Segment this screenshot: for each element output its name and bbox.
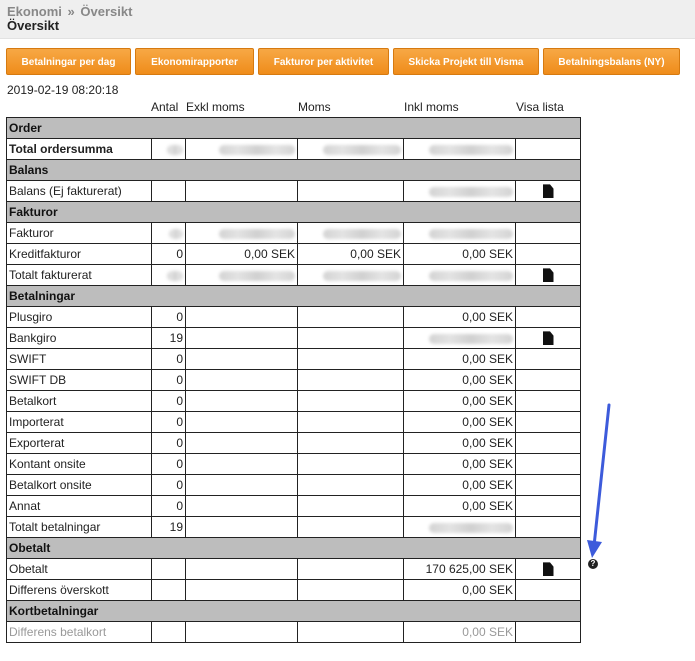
redacted-value — [219, 271, 295, 281]
table-row — [7, 622, 581, 643]
exkl-cell — [186, 475, 298, 496]
table-row — [7, 265, 581, 286]
document-icon[interactable] — [543, 331, 554, 345]
table-row — [7, 559, 581, 580]
inkl-cell: 0,00 SEK — [404, 433, 516, 454]
redacted-value — [429, 229, 513, 239]
section-row — [7, 160, 581, 181]
antal-cell — [152, 580, 186, 601]
redacted-value — [429, 271, 513, 281]
moms-cell — [298, 223, 404, 244]
section-balans: Balans — [7, 160, 581, 181]
exkl-cell — [186, 454, 298, 475]
inkl-cell: 0,00 SEK — [404, 370, 516, 391]
antal-cell: 0 — [152, 454, 186, 475]
table-row — [7, 496, 581, 517]
section-fakturor: Fakturor — [7, 202, 581, 223]
antal-cell — [152, 559, 186, 580]
row-label: Kreditfakturor — [7, 244, 152, 265]
visa-cell — [516, 517, 581, 538]
visa-cell — [516, 349, 581, 370]
row-label: Plusgiro — [7, 307, 152, 328]
section-row — [7, 118, 581, 139]
visa-cell — [516, 412, 581, 433]
exkl-cell — [186, 265, 298, 286]
visa-cell — [516, 328, 581, 349]
inkl-cell: 0,00 SEK — [404, 412, 516, 433]
overview-table — [6, 117, 581, 643]
redacted-value — [429, 523, 513, 533]
section-row — [7, 286, 581, 307]
moms-cell — [298, 517, 404, 538]
col-visa-lista: Visa lista — [516, 100, 564, 114]
inkl-cell: 0,00 SEK — [404, 349, 516, 370]
row-label: Exporterat — [7, 433, 152, 454]
breadcrumb-link-ekonomi[interactable]: Ekonomi — [7, 4, 62, 19]
antal-cell: 19 — [152, 328, 186, 349]
exkl-cell: 0,00 SEK — [186, 244, 298, 265]
row-label: Fakturor — [7, 223, 152, 244]
section-row — [7, 202, 581, 223]
row-label: Totalt fakturerat — [7, 265, 152, 286]
header — [0, 0, 695, 39]
question-icon[interactable]: ? — [588, 559, 598, 569]
visa-cell — [516, 181, 581, 202]
visa-cell — [516, 496, 581, 517]
document-icon[interactable] — [543, 562, 554, 576]
moms-cell — [298, 370, 404, 391]
inkl-cell: 0,00 SEK — [404, 454, 516, 475]
antal-cell: 0 — [152, 391, 186, 412]
table-row — [7, 349, 581, 370]
breadcrumb-current: Översikt — [80, 4, 133, 19]
section-row — [7, 538, 581, 559]
moms-cell — [298, 412, 404, 433]
moms-cell — [298, 139, 404, 160]
betalningar-per-dag-button[interactable]: Betalningar per dag — [6, 48, 131, 75]
redacted-value — [169, 229, 183, 239]
inkl-cell: 170 625,00 SEK — [404, 559, 516, 580]
breadcrumb — [7, 4, 132, 19]
redacted-value — [323, 271, 401, 281]
moms-cell — [298, 265, 404, 286]
row-label: Betalkort — [7, 391, 152, 412]
antal-cell — [152, 181, 186, 202]
table-row — [7, 580, 581, 601]
visa-cell — [516, 391, 581, 412]
redacted-value — [323, 145, 401, 155]
row-label: Obetalt — [7, 559, 152, 580]
section-row — [7, 601, 581, 622]
visa-cell — [516, 622, 581, 643]
redacted-value — [167, 145, 183, 155]
visa-cell — [516, 475, 581, 496]
antal-cell: 19 — [152, 517, 186, 538]
annotation-arrow — [585, 402, 615, 562]
visa-cell — [516, 307, 581, 328]
row-label: Totalt betalningar — [7, 517, 152, 538]
antal-cell — [152, 265, 186, 286]
inkl-cell: 0,00 SEK — [404, 622, 516, 643]
section-kortbetalningar: Kortbetalningar — [7, 601, 581, 622]
col-inkl-moms: Inkl moms — [404, 100, 459, 114]
inkl-cell — [404, 328, 516, 349]
redacted-value — [429, 187, 513, 197]
antal-cell: 0 — [152, 370, 186, 391]
exkl-cell — [186, 370, 298, 391]
antal-cell — [152, 622, 186, 643]
inkl-cell — [404, 139, 516, 160]
section-order: Order — [7, 118, 581, 139]
document-icon[interactable] — [543, 184, 554, 198]
skicka-projekt-visma-button[interactable]: Skicka Projekt till Visma — [393, 48, 539, 75]
moms-cell — [298, 181, 404, 202]
moms-cell — [298, 433, 404, 454]
betalningsbalans-button[interactable]: Betalningsbalans (NY) — [543, 48, 680, 75]
document-icon[interactable] — [543, 268, 554, 282]
table-row — [7, 391, 581, 412]
moms-cell — [298, 454, 404, 475]
exkl-cell — [186, 139, 298, 160]
moms-cell — [298, 307, 404, 328]
moms-cell — [298, 580, 404, 601]
exkl-cell — [186, 328, 298, 349]
antal-cell: 0 — [152, 244, 186, 265]
exkl-cell — [186, 223, 298, 244]
visa-cell — [516, 244, 581, 265]
moms-cell — [298, 391, 404, 412]
exkl-cell — [186, 517, 298, 538]
moms-cell: 0,00 SEK — [298, 244, 404, 265]
moms-cell — [298, 559, 404, 580]
row-label: Balans (Ej fakturerat) — [7, 181, 152, 202]
inkl-cell: 0,00 SEK — [404, 307, 516, 328]
inkl-cell — [404, 181, 516, 202]
antal-cell: 0 — [152, 349, 186, 370]
table-row — [7, 139, 581, 160]
redacted-value — [429, 145, 513, 155]
inkl-cell — [404, 223, 516, 244]
row-label: Differens överskott — [7, 580, 152, 601]
inkl-cell: 0,00 SEK — [404, 475, 516, 496]
timestamp: 2019-02-19 08:20:18 — [7, 83, 119, 97]
moms-cell — [298, 622, 404, 643]
exkl-cell — [186, 496, 298, 517]
antal-cell — [152, 223, 186, 244]
visa-cell — [516, 454, 581, 475]
moms-cell — [298, 475, 404, 496]
table-row — [7, 307, 581, 328]
exkl-cell — [186, 559, 298, 580]
redacted-value — [167, 271, 183, 281]
col-antal: Antal — [151, 100, 179, 114]
visa-cell — [516, 265, 581, 286]
table-row — [7, 475, 581, 496]
exkl-cell — [186, 622, 298, 643]
section-betalningar: Betalningar — [7, 286, 581, 307]
row-label: Total ordersumma — [7, 139, 152, 160]
moms-cell — [298, 328, 404, 349]
row-label: Annat — [7, 496, 152, 517]
table-row — [7, 328, 581, 349]
inkl-cell: 0,00 SEK — [404, 391, 516, 412]
table-row — [7, 223, 581, 244]
exkl-cell — [186, 181, 298, 202]
redacted-value — [219, 229, 295, 239]
table-row — [7, 433, 581, 454]
row-label: Kontant onsite — [7, 454, 152, 475]
inkl-cell — [404, 265, 516, 286]
redacted-value — [429, 334, 513, 344]
row-label: SWIFT DB — [7, 370, 152, 391]
ekonomirapporter-button[interactable]: Ekonomirapporter — [135, 48, 254, 75]
section-obetalt: Obetalt — [7, 538, 581, 559]
redacted-value — [219, 145, 295, 155]
exkl-cell — [186, 349, 298, 370]
table-row — [7, 412, 581, 433]
visa-cell — [516, 580, 581, 601]
moms-cell — [298, 349, 404, 370]
col-moms: Moms — [298, 100, 331, 114]
fakturor-per-aktivitet-button[interactable]: Fakturor per aktivitet — [258, 48, 389, 75]
table-row — [7, 370, 581, 391]
antal-cell: 0 — [152, 433, 186, 454]
row-label: Importerat — [7, 412, 152, 433]
inkl-cell — [404, 517, 516, 538]
exkl-cell — [186, 412, 298, 433]
inkl-cell: 0,00 SEK — [404, 244, 516, 265]
visa-cell — [516, 139, 581, 160]
row-label: Bankgiro — [7, 328, 152, 349]
page-title: Översikt — [7, 18, 60, 33]
antal-cell — [152, 139, 186, 160]
table-row — [7, 244, 581, 265]
antal-cell: 0 — [152, 475, 186, 496]
col-exkl-moms: Exkl moms — [186, 100, 245, 114]
breadcrumb-separator: » — [67, 4, 75, 19]
table-row — [7, 517, 581, 538]
exkl-cell — [186, 307, 298, 328]
antal-cell: 0 — [152, 412, 186, 433]
redacted-value — [323, 229, 401, 239]
visa-cell — [516, 559, 581, 580]
visa-cell — [516, 433, 581, 454]
exkl-cell — [186, 433, 298, 454]
table-row — [7, 181, 581, 202]
row-label: SWIFT — [7, 349, 152, 370]
exkl-cell — [186, 580, 298, 601]
inkl-cell: 0,00 SEK — [404, 580, 516, 601]
inkl-cell: 0,00 SEK — [404, 496, 516, 517]
antal-cell: 0 — [152, 496, 186, 517]
table-row — [7, 454, 581, 475]
row-label: Betalkort onsite — [7, 475, 152, 496]
antal-cell: 0 — [152, 307, 186, 328]
visa-cell — [516, 223, 581, 244]
visa-cell — [516, 370, 581, 391]
row-label: Differens betalkort — [7, 622, 152, 643]
moms-cell — [298, 496, 404, 517]
exkl-cell — [186, 391, 298, 412]
